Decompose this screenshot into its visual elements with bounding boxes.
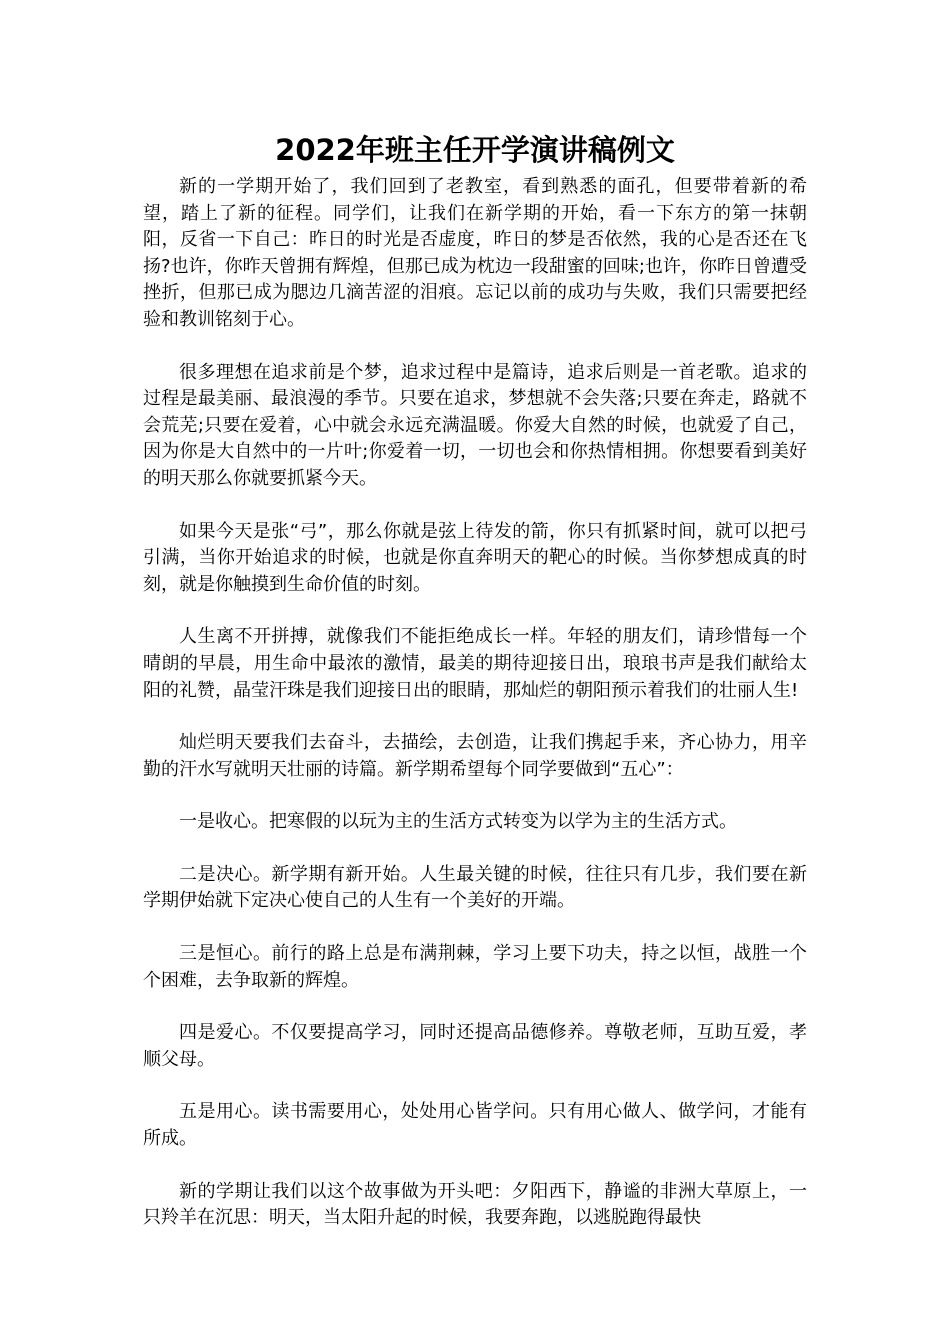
paragraph: 新的学期让我们以这个故事做为开头吧：夕阳西下，静谧的非洲大草原上，一只羚羊在沉思：明天，当太阳升起的时候，我要奔跑，以逃脱跑得最快 [143, 1180, 807, 1229]
paragraph: 一是收心。把寒假的以玩为主的生活方式转变为以学为主的生活方式。 [179, 811, 737, 833]
paragraph: 如果今天是张“弓”，那么你就是弦上待发的箭，你只有抓紧时间，就可以把弓引满，当你开始追求的时候，也就是你直奔明天的靶心的时候。当你梦想成真的时刻，就是你触摸到生命价值的时刻。 [143, 520, 807, 595]
paragraph: 灿烂明天要我们去奋斗，去描绘，去创造，让我们携起手来，齐心协力，用辛勤的汗水写就明天壮丽的诗篇。新学期希望每个同学要做到“五心”： [143, 732, 807, 780]
document-page [143, 128, 807, 1258]
paragraph: 新的一学期开始了，我们回到了老教室，看到熟悉的面孔，但要带着新的希望，踏上了新的征程。同学们，让我们在新学期的开始，看一下东方的第一抹朝阳，反省一下自己：昨日的时光是否虚度，昨日的梦是否依然，我的心是否还在飞扬?也许，你昨天曾拥有辉煌，但那已成为枕边一段甜蜜的回味;也许，你昨日曾遭受挫折，但那已成为腮边几滴苦涩的泪痕。忘记以前的成功与失败，我们只需要把经验和教训铭刻于心。 [143, 176, 807, 330]
paragraph: 二是决心。新学期有新开始。人生最关键的时候，往往只有几步，我们要在新学期伊始就下定决心使自己的人生有一个美好的开端。 [143, 863, 807, 912]
paragraph: 四是爱心。不仅要提高学习，同时还提高品德修养。尊敬老师，互助互爱，孝顺父母。 [143, 1022, 807, 1070]
document-title: 2022年班主任开学演讲稿例文 [275, 133, 675, 167]
paragraph: 人生离不开拼搏，就像我们不能拒绝成长一样。年轻的朋友们，请珍惜每一个晴朗的早晨，用生命中最浓的激情，最美的期待迎接日出，琅琅书声是我们献给太阳的礼赞，晶莹汗珠是我们迎接日出的眼睛，那灿烂的朝阳预示着我们的壮丽人生! [143, 626, 807, 701]
paragraph: 很多理想在追求前是个梦，追求过程中是篇诗，追求后则是一首老歌。追求的过程是最美丽、最浪漫的季节。只要在追求，梦想就不会失落;只要在奔走，路就不会荒芜;只要在爱着，心中就会永远充满温暖。你爱大自然的时候，也就爱了自己，因为你是大自然中的一片叶;你爱着一切，一切也会和你热情相拥。你想要看到美好的明天那么你就要抓紧今天。 [143, 361, 807, 489]
paragraph: 五是用心。读书需要用心，处处用心皆学问。只有用心做人、做学问，才能有所成。 [143, 1101, 807, 1150]
paragraph: 三是恒心。前行的路上总是布满荆棘，学习上要下功夫，持之以恒，战胜一个个困难，去争取新的辉煌。 [143, 943, 807, 991]
